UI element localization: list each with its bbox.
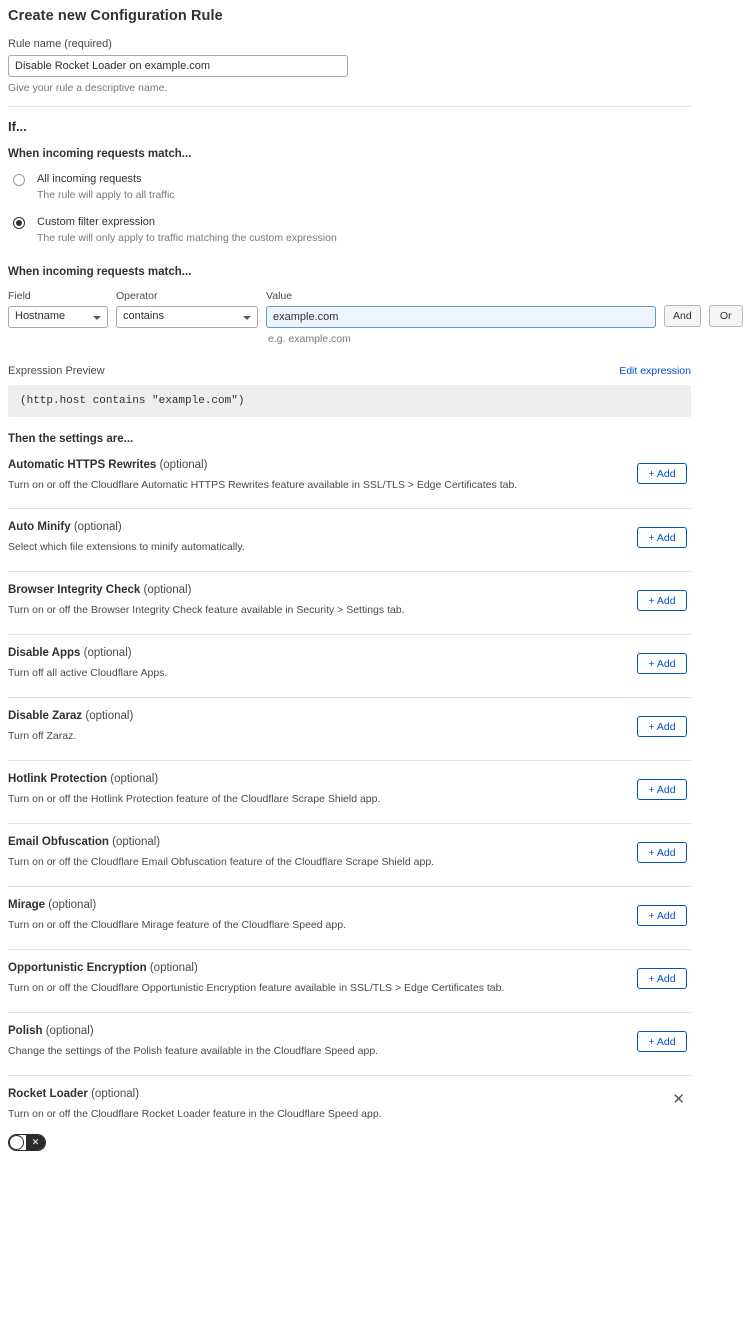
- setting-description: Select which file extensions to minify automatically.: [8, 541, 245, 553]
- value-hint: e.g. example.com: [268, 333, 351, 345]
- setting-optional: (optional): [45, 1025, 94, 1037]
- toggle-knob: [9, 1135, 24, 1150]
- expression-preview-label: Expression Preview: [8, 365, 105, 377]
- divider: [8, 106, 691, 107]
- field-column: [8, 290, 108, 328]
- filter-heading: When incoming requests match...: [8, 266, 192, 278]
- configuration-rule-form: [0, 8, 732, 1165]
- setting-description: Turn on or off the Cloudflare Opportunistic Encryption feature available in SSL/TLS > Edge Certificates tab.: [8, 982, 505, 994]
- add-button-opportunistic-encryption[interactable]: + Add: [637, 968, 687, 989]
- setting-optional: (optional): [112, 836, 161, 848]
- add-button-polish[interactable]: + Add: [637, 1031, 687, 1052]
- setting-optional: (optional): [73, 521, 122, 533]
- setting-disable-zaraz: [8, 697, 691, 760]
- radio-custom-filter-expression[interactable]: [8, 215, 691, 244]
- setting-auto-minify: [8, 508, 691, 571]
- rule-name-input[interactable]: [8, 55, 348, 77]
- operator-select-value: contains: [123, 310, 164, 322]
- setting-name: Rocket Loader: [8, 1088, 88, 1100]
- field-select-value: Hostname: [15, 310, 66, 322]
- page-title: Create new Configuration Rule: [8, 8, 223, 24]
- and-button-wrap: [664, 290, 701, 327]
- setting-optional: (optional): [159, 459, 208, 471]
- then-settings-heading: Then the settings are...: [8, 433, 134, 445]
- field-select[interactable]: [8, 306, 108, 328]
- radio-label-all-requests: All incoming requests: [37, 173, 142, 185]
- setting-automatic-https-rewrites: [8, 445, 691, 508]
- radio-desc-custom-filter: The rule will only apply to traffic matching the custom expression: [37, 232, 337, 244]
- or-button[interactable]: Or: [709, 305, 743, 327]
- operator-column-label: Operator: [116, 290, 158, 302]
- radio-label-custom-filter: Custom filter expression: [37, 216, 155, 228]
- setting-description: Turn on or off the Browser Integrity Check feature available in Security > Settings tab.: [8, 604, 405, 616]
- setting-mirage: [8, 886, 691, 949]
- setting-name: Disable Apps: [8, 647, 81, 659]
- setting-name: Opportunistic Encryption: [8, 962, 147, 974]
- expression-preview-text: (http.host contains "example.com"): [8, 385, 691, 417]
- setting-name: Automatic HTTPS Rewrites: [8, 459, 157, 471]
- setting-opportunistic-encryption: [8, 949, 691, 1012]
- settings-list: [8, 445, 691, 1165]
- and-button[interactable]: And: [664, 305, 701, 327]
- setting-hotlink-protection: [8, 760, 691, 823]
- add-button-disable-apps[interactable]: + Add: [637, 653, 687, 674]
- setting-description: Turn off Zaraz.: [8, 730, 77, 742]
- radio-icon-all-requests[interactable]: [13, 174, 25, 186]
- setting-name: Hotlink Protection: [8, 773, 108, 785]
- value-column: [266, 290, 656, 345]
- setting-optional: (optional): [143, 584, 192, 596]
- expression-preview-header: [8, 365, 691, 377]
- setting-description: Turn on or off the Cloudflare Mirage feature of the Cloudflare Speed app.: [8, 919, 346, 931]
- setting-name: Polish: [8, 1025, 43, 1037]
- match-heading: When incoming requests match...: [8, 148, 192, 160]
- close-icon[interactable]: ✕: [672, 1091, 685, 1108]
- setting-name: Disable Zaraz: [8, 710, 83, 722]
- add-button-browser-integrity-check[interactable]: + Add: [637, 590, 687, 611]
- setting-description: Turn off all active Cloudflare Apps.: [8, 667, 168, 679]
- operator-select[interactable]: [116, 306, 258, 328]
- setting-optional: (optional): [149, 962, 198, 974]
- setting-description: Turn on or off the Cloudflare Automatic HTTPS Rewrites feature available in SSL/TLS > Edge Certificates tab.: [8, 479, 518, 491]
- field-column-label: Field: [8, 290, 31, 302]
- setting-name: Mirage: [8, 899, 46, 911]
- filter-builder-row: [8, 290, 732, 345]
- add-button-automatic-https-rewrites[interactable]: + Add: [637, 463, 687, 484]
- add-button-auto-minify[interactable]: + Add: [637, 527, 687, 548]
- setting-optional: (optional): [83, 647, 132, 659]
- setting-disable-apps: [8, 634, 691, 697]
- setting-name: Browser Integrity Check: [8, 584, 141, 596]
- radio-desc-all-requests: The rule will apply to all traffic: [37, 189, 175, 201]
- rule-name-help: Give your rule a descriptive name.: [8, 82, 168, 94]
- if-section-heading: If...: [8, 119, 27, 134]
- add-button-disable-zaraz[interactable]: + Add: [637, 716, 687, 737]
- radio-icon-custom-filter[interactable]: [13, 217, 25, 229]
- chevron-down-icon: [243, 316, 251, 320]
- value-input[interactable]: [266, 306, 656, 328]
- edit-expression-link[interactable]: Edit expression: [619, 365, 691, 377]
- setting-optional: (optional): [85, 710, 134, 722]
- setting-description: Change the settings of the Polish feature available in the Cloudflare Speed app.: [8, 1045, 379, 1057]
- setting-name: Email Obfuscation: [8, 836, 109, 848]
- setting-browser-integrity-check: [8, 571, 691, 634]
- setting-optional: (optional): [91, 1088, 140, 1100]
- rocket-loader-toggle[interactable]: [8, 1134, 46, 1151]
- or-button-wrap: [709, 290, 743, 327]
- add-button-hotlink-protection[interactable]: + Add: [637, 779, 687, 800]
- radio-all-incoming-requests[interactable]: [8, 172, 691, 201]
- setting-optional: (optional): [110, 773, 159, 785]
- chevron-down-icon: [93, 316, 101, 320]
- setting-rocket-loader: [8, 1075, 691, 1165]
- value-column-label: Value: [266, 290, 293, 302]
- rule-name-label: Rule name (required): [8, 38, 112, 50]
- setting-name: Auto Minify: [8, 521, 71, 533]
- operator-column: [116, 290, 258, 328]
- add-button-email-obfuscation[interactable]: + Add: [637, 842, 687, 863]
- toggle-off-icon: ✕: [26, 1135, 45, 1150]
- setting-description: Turn on or off the Cloudflare Email Obfuscation feature of the Cloudflare Scrape Shield app.: [8, 856, 435, 868]
- rule-name-group: [8, 38, 691, 94]
- setting-description: Turn on or off the Hotlink Protection feature of the Cloudflare Scrape Shield app.: [8, 793, 381, 805]
- add-button-mirage[interactable]: + Add: [637, 905, 687, 926]
- setting-optional: (optional): [48, 899, 97, 911]
- setting-email-obfuscation: [8, 823, 691, 886]
- setting-polish: [8, 1012, 691, 1075]
- setting-description: Turn on or off the Cloudflare Rocket Loader feature in the Cloudflare Speed app.: [8, 1108, 382, 1120]
